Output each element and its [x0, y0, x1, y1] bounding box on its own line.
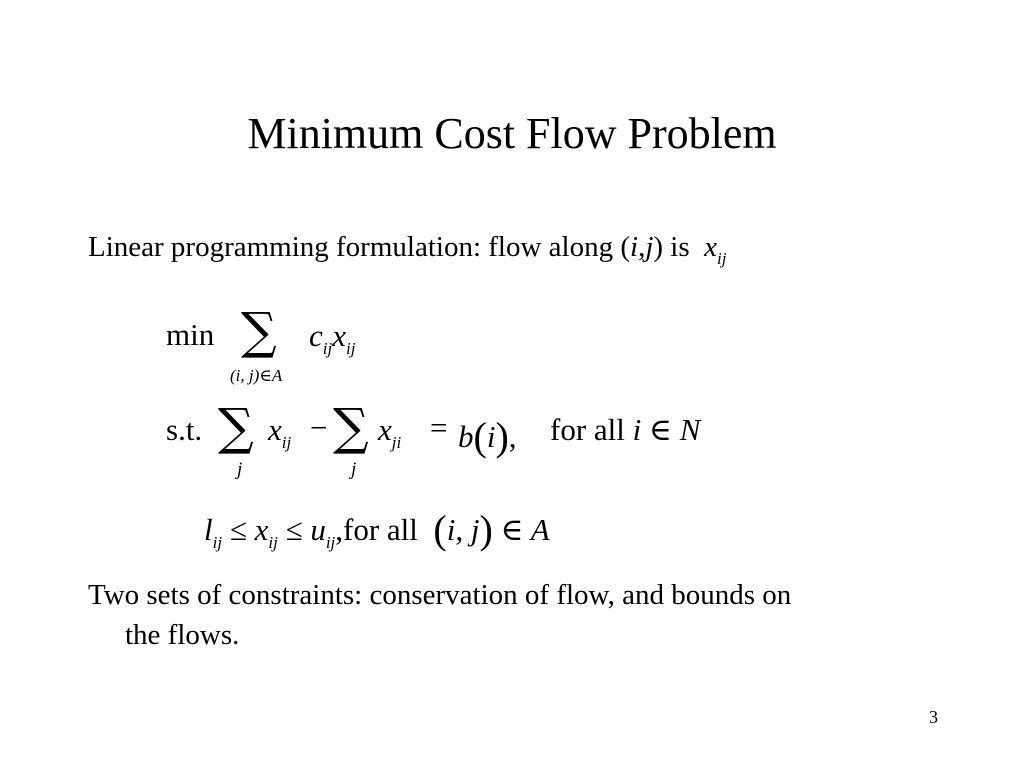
c-symbol: c: [309, 318, 323, 353]
leq-symbol-2: ≤: [285, 512, 303, 547]
element-of-symbol: ∈: [500, 512, 524, 547]
ij-pair: i, j: [446, 512, 480, 547]
constraint1-b-of-i: [458, 410, 517, 457]
x2-symbol: x: [378, 412, 392, 447]
slide-title: Minimum Cost Flow Problem: [247, 109, 777, 158]
note-line-1: Two sets of constraints: conservation of flow, and bounds on: [88, 579, 792, 611]
for-all-text: ,for all: [335, 512, 418, 547]
x-subscript: ij: [345, 339, 356, 358]
x1-subscript: ij: [281, 433, 292, 452]
intro-x: [704, 231, 727, 268]
u-subscript: ij: [325, 533, 336, 552]
constraints-note: [88, 575, 791, 655]
i-symbol: i: [632, 412, 642, 447]
x-subscript: ij: [268, 533, 278, 552]
c-subscript: ij: [322, 339, 333, 358]
for-all-text: for all: [550, 412, 625, 447]
constraint1-sigma-2: ∑: [333, 398, 369, 456]
right-paren: ): [479, 507, 493, 552]
intro-comma: ,: [638, 231, 646, 263]
x-symbol: x: [704, 231, 717, 263]
constraint1-sum2-index: j: [351, 459, 357, 480]
comma: ,: [508, 419, 517, 454]
u-symbol: u: [310, 512, 326, 547]
element-of-symbol: ∈: [649, 412, 672, 447]
x-symbol: x: [254, 512, 269, 547]
intro-var-j: j: [645, 231, 654, 263]
constraint2: [204, 503, 550, 550]
constraint1-for-all: [550, 412, 700, 448]
b-symbol: b: [458, 419, 474, 454]
minus-sign: −: [310, 410, 328, 445]
equals-sign: =: [430, 410, 448, 445]
st-label: s.t.: [166, 412, 203, 447]
A-symbol: A: [530, 512, 550, 547]
i-symbol: i: [486, 419, 496, 454]
x2-subscript: ji: [391, 433, 402, 452]
l-subscript: ij: [212, 533, 223, 552]
constraint1-x2: [378, 412, 402, 452]
intro-var-i: i: [630, 231, 639, 263]
objective-sigma: ∑: [241, 302, 277, 360]
x1-symbol: x: [268, 412, 282, 447]
objective-min-label: min: [166, 317, 215, 352]
left-paren: (: [433, 507, 447, 552]
objective-sum-index: (i, j)∈A: [230, 366, 283, 385]
intro-text-before: Linear programming formulation: flow along (: [88, 231, 630, 263]
intro-text-after: ) is: [653, 231, 690, 263]
constraint1-sum1-index: j: [237, 459, 243, 480]
left-paren: (: [473, 414, 487, 459]
constraint1-x1: [268, 412, 292, 452]
right-paren: ): [495, 414, 509, 459]
page-number: 3: [929, 707, 938, 727]
l-symbol: l: [204, 512, 213, 547]
x-symbol: x: [332, 318, 346, 353]
note-line-2: the flows.: [125, 619, 240, 651]
leq-symbol-1: ≤: [229, 512, 247, 547]
N-symbol: N: [679, 412, 701, 447]
x-subscript: ij: [717, 249, 727, 268]
intro-line: [88, 231, 727, 268]
constraint1-sigma-1: ∑: [218, 398, 254, 456]
objective-term: [309, 318, 356, 358]
